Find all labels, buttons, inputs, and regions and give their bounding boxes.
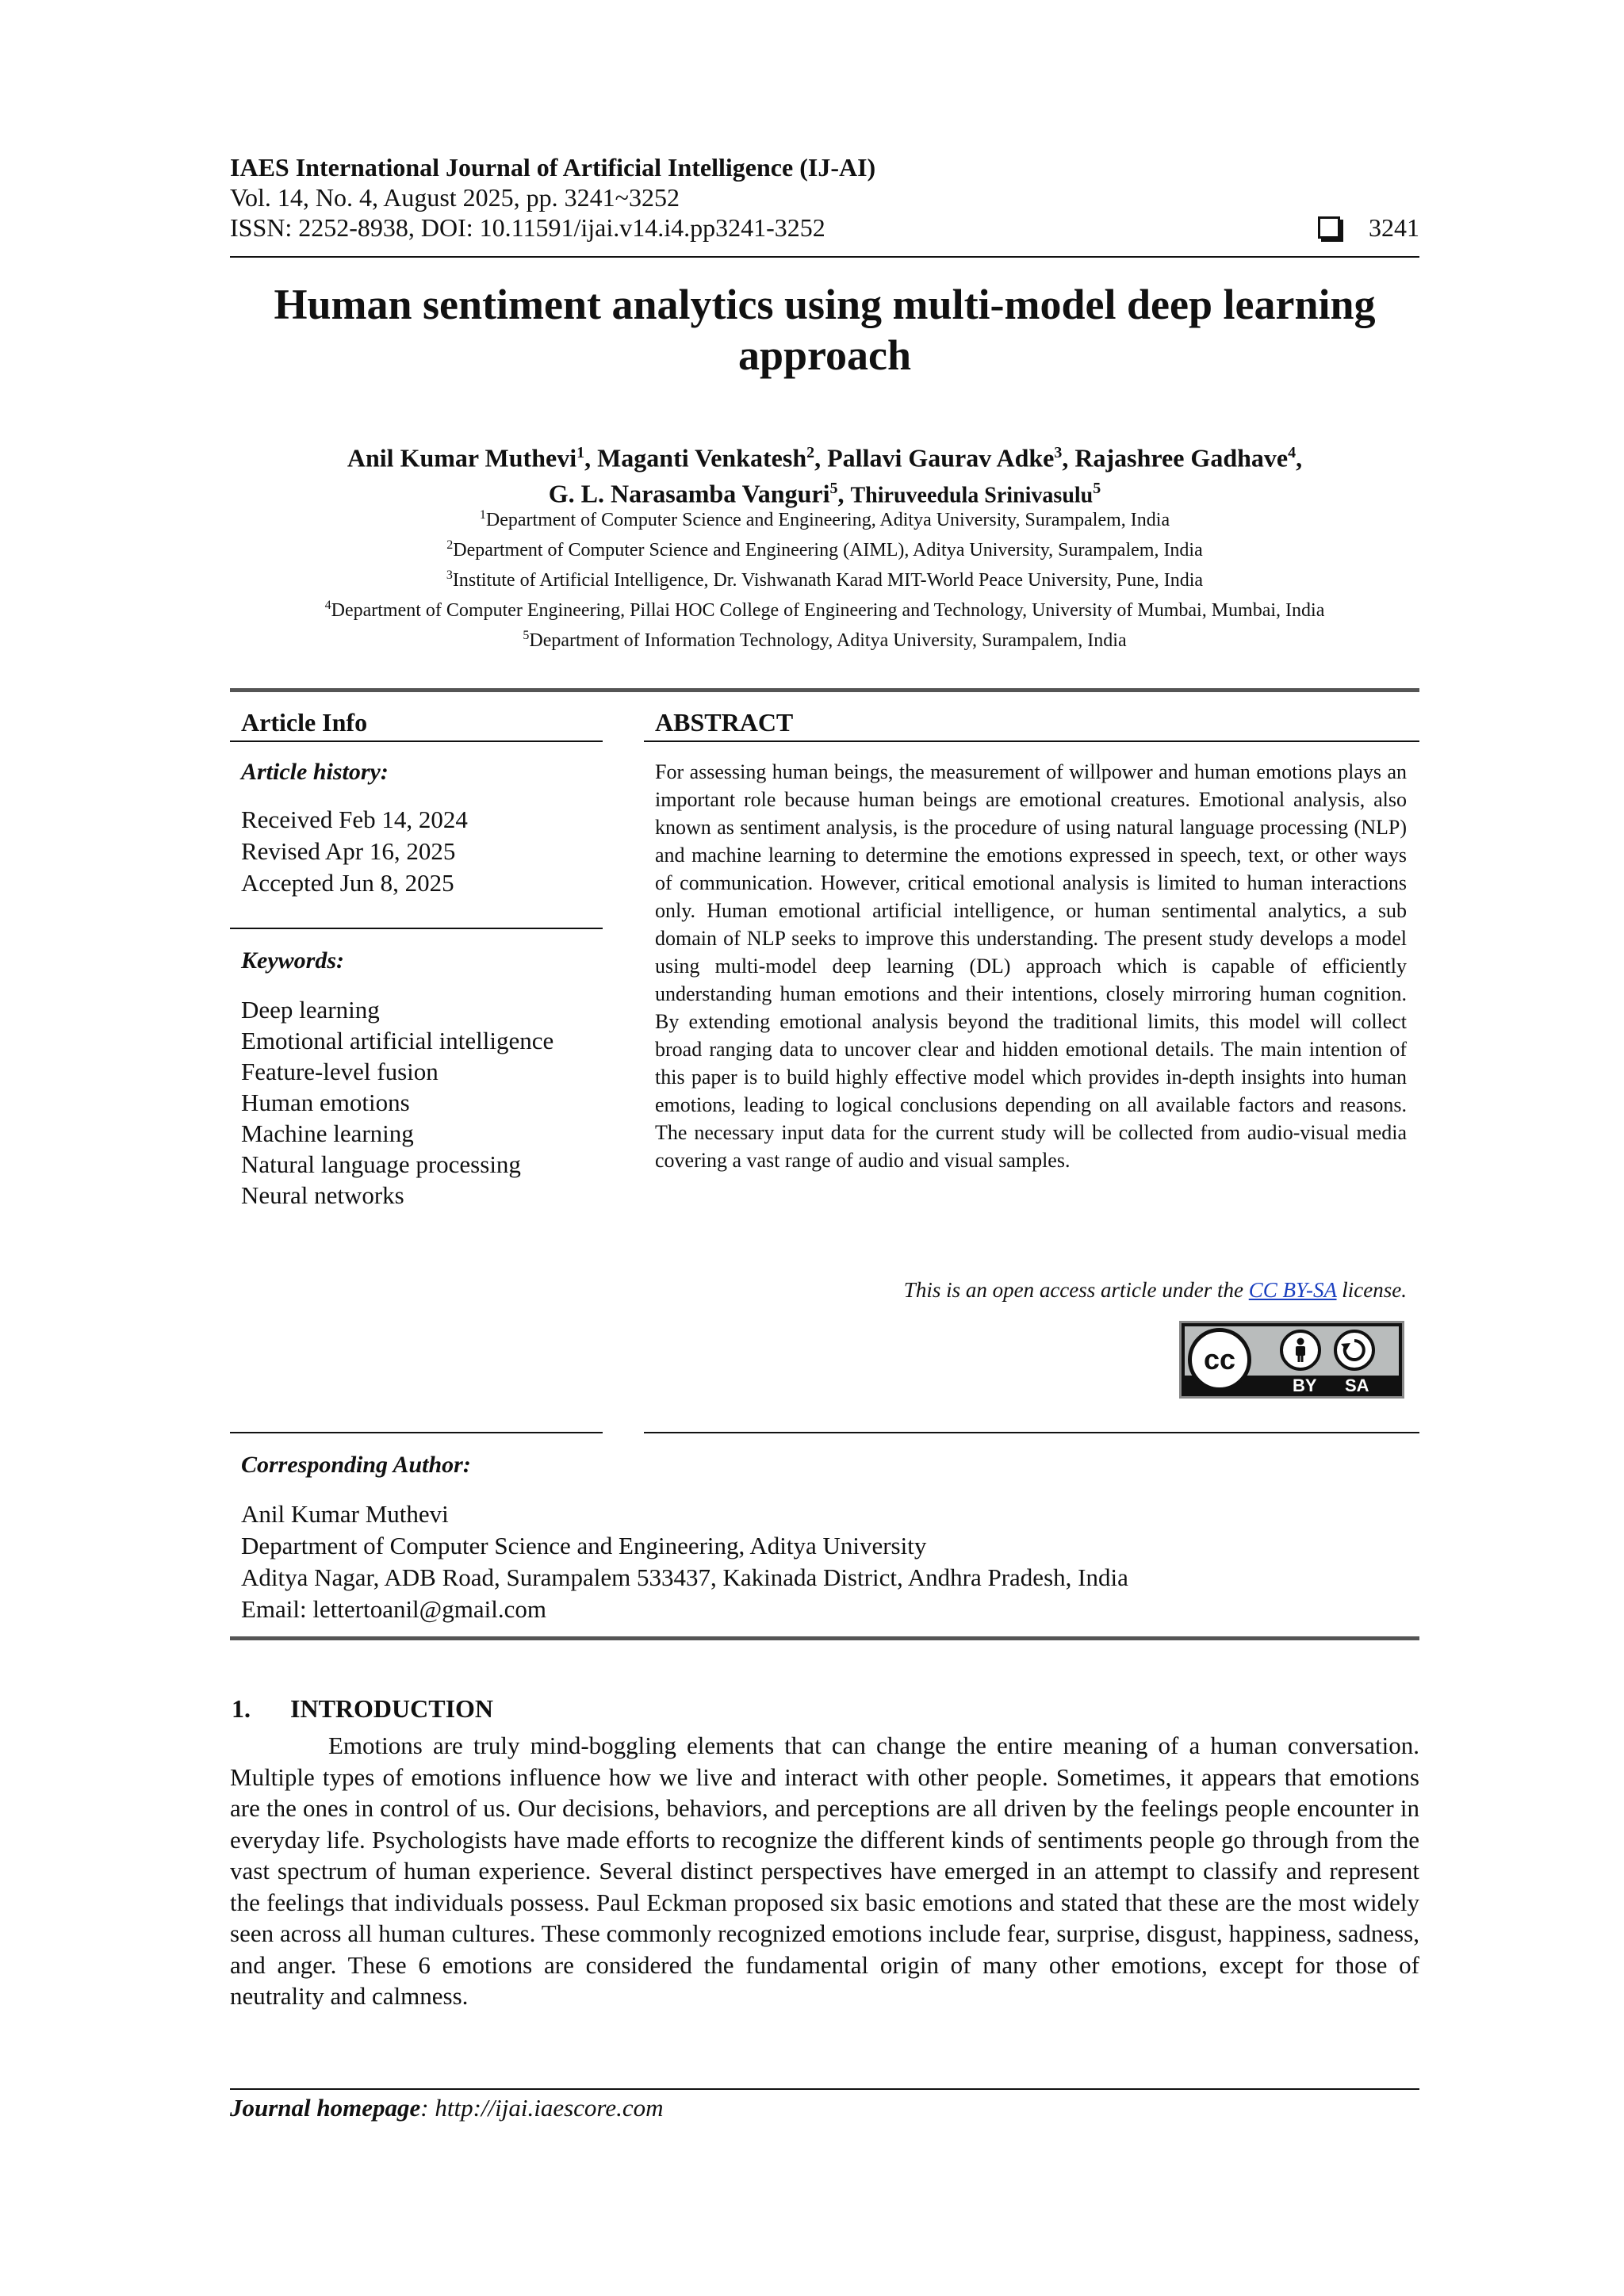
keyword: Emotional artificial intelligence	[241, 1027, 554, 1054]
journal-header	[230, 152, 1419, 243]
journal-homepage	[230, 2093, 663, 2123]
license-prefix: This is an open access article under the	[903, 1278, 1249, 1302]
affiliation-text: Department of Information Technology, Aditya University, Surampalem, India	[529, 630, 1127, 651]
intro-heading-number: 1.	[232, 1694, 251, 1723]
accepted-date: Accepted Jun 8, 2025	[241, 869, 454, 897]
author-sup: 4	[1288, 444, 1297, 461]
revised-date: Revised Apr 16, 2025	[241, 837, 456, 865]
square-bullet-icon	[1318, 216, 1340, 239]
author-sup: 5	[829, 479, 838, 497]
intro-paragraph	[230, 1730, 1419, 2012]
author-name: Anil Kumar Muthevi	[347, 443, 577, 473]
corresponding-author-dept: Department of Computer Science and Engineering, Aditya University	[241, 1532, 927, 1559]
affiliation	[230, 563, 1419, 593]
keyword: Feature-level fusion	[241, 1058, 439, 1085]
corresponding-author-name: Anil Kumar Muthevi	[241, 1500, 449, 1528]
journal-homepage-url[interactable]: : http://ijai.iaescore.com	[420, 2094, 664, 2122]
author-sup: 1	[576, 444, 585, 461]
page-number: 3241	[1369, 212, 1419, 242]
info-box-bottom-rule	[230, 1636, 1419, 1640]
article-info-rule	[230, 740, 603, 742]
abstract-rule	[644, 740, 1419, 742]
corresponding-author-address: Aditya Nagar, ADB Road, Surampalem 533437, Kakinada District, Andhra Pradesh, India	[241, 1563, 1128, 1591]
badge-by-label: BY	[1293, 1376, 1317, 1395]
affiliation-text: Department of Computer Science and Engineering (AIML), Aditya University, Surampalem, India	[453, 540, 1203, 561]
author-line-2: G. L. Narasamba Vanguri$^5$, Thiruveedula Srinivasulu$^5$	[548, 479, 1101, 508]
journal-homepage-label: Journal homepage	[230, 2094, 421, 2122]
keyword: Human emotions	[241, 1089, 410, 1116]
paper-title: Human sentiment analytics using multi-model deep learning approach	[274, 281, 1376, 379]
affiliation-sup: 5	[523, 629, 530, 642]
header-rule	[230, 256, 1419, 258]
corresponding-author-heading: Corresponding Author:	[241, 1452, 471, 1478]
author-name: Maganti Venkatesh	[597, 443, 807, 473]
affiliation	[230, 533, 1419, 563]
author-list	[230, 438, 1419, 511]
license-note	[655, 1276, 1407, 1303]
author-name: Thiruveedula Srinivasulu	[850, 483, 1094, 508]
creative-commons-icon: cc	[1188, 1328, 1251, 1391]
affiliation-sup: 2	[446, 538, 454, 552]
affiliation-sup: 1	[479, 508, 486, 522]
affiliation	[230, 623, 1419, 653]
share-alike-icon	[1334, 1330, 1375, 1371]
author-name: Rajashree Gadhave	[1074, 443, 1289, 473]
received-date: Received Feb 14, 2024	[241, 806, 468, 833]
journal-volume: Vol. 14, No. 4, August 2025, pp. 3241~3252	[230, 183, 680, 212]
abstract-text: For assessing human beings, the measurement of willpower and human emotions plays an important role because human beings are emotional creatures. Emotional analysis, also known as sentiment analysis, is the procedure of using natural language processing (NLP) and machine learning to determine the emotions expressed in speech, text, or other ways of communication. However, critical emotional analysis is limited to human interactions only. Human emotional artificial intelligence, or human sentimental analytics, a sub domain of NLP seeks to improve this understanding. The present study develops a model using multi-model deep learning (DL) approach which is capable of efficiently understanding human emotions and their intentions, closely mirroring human cognition. By extending emotional analysis beyond the traditional limits, this model will collect broad ranging data to uncover clear and hidden emotional details. The main intention of this paper is to build highly effective model which provides in-depth insights into human emotions, leading to logical conclusions depending on all available factors and reasons. The necessary input data for the current study will be collected from audio-visual media covering a vast range of audio and visual samples.	[655, 760, 1407, 1172]
author-name: G. L. Narasamba Vanguri	[548, 479, 830, 508]
affiliation-sup: 3	[446, 568, 453, 582]
keywords-heading: Keywords:	[241, 947, 344, 974]
page-number-block	[1318, 213, 1419, 243]
affiliation-text: Institute of Artificial Intelligence, Dr. Vishwanath Karad MIT-World Peace University, Pune, India	[452, 570, 1204, 591]
license-suffix: license.	[1336, 1278, 1407, 1302]
article-info-heading: Article Info	[241, 708, 368, 737]
article-history-heading: Article history:	[241, 759, 389, 785]
affiliation-sup: 4	[324, 599, 331, 612]
author-sup: 2	[806, 444, 815, 461]
article-info-bottom-rule	[230, 1432, 603, 1433]
footer-rule	[230, 2088, 1419, 2090]
author-sup: 5	[1093, 479, 1101, 497]
person-icon	[1280, 1330, 1321, 1371]
intro-paragraph-text: Emotions are truly mind-boggling elements that can change the entire meaning of a human conversation. Multiple types of emotions influence how we live and interact with other people. Sometimes, it appears that emotions are the ones in control of us. Our decisions, behaviors, and perceptions are all driven by the feelings people encounter in everyday life. Psychologists have made efforts to recognize the different kinds of sentiments people go through from the vast spectrum of human experience. Several distinct perspectives have emerged in an attempt to classify and represent the feelings that individuals possess. Paul Eckman proposed six basic emotions and stated that these are the most widely seen across all human cultures. These commonly recognized emotions include fear, surprise, disgust, happiness, sadness, and anger. These 6 emotions are considered the fundamental origin of many other emotions, except for those of neutrality and calmness.	[230, 1732, 1419, 2010]
journal-name: IAES International Journal of Artificial Intelligence (IJ-AI)	[230, 153, 876, 182]
cc-by-sa-badge[interactable]	[1179, 1321, 1404, 1399]
intro-heading: INTRODUCTION	[290, 1694, 494, 1723]
keyword: Neural networks	[241, 1181, 404, 1209]
cc-by-sa-link[interactable]: CC BY-SA	[1248, 1278, 1337, 1302]
author-sup: 3	[1054, 444, 1063, 461]
affiliation	[230, 593, 1419, 623]
keyword: Deep learning	[241, 996, 380, 1024]
abstract-heading: ABSTRACT	[655, 708, 794, 737]
affiliation	[230, 503, 1419, 533]
keyword: Natural language processing	[241, 1150, 521, 1178]
affiliation-list	[230, 503, 1419, 653]
badge-sa-label: SA	[1345, 1376, 1369, 1395]
affiliation-text: Department of Computer Engineering, Pillai HOC College of Engineering and Technology, University of Mumbai, Mumbai, India	[331, 600, 1325, 621]
info-box-top-rule	[230, 688, 1419, 692]
author-name: Pallavi Gaurav Adke	[827, 443, 1055, 473]
affiliation-text: Department of Computer Science and Engineering, Aditya University, Surampalem, India	[485, 510, 1170, 530]
history-rule	[230, 928, 603, 929]
keyword: Machine learning	[241, 1119, 414, 1147]
corresponding-author-email: Email: lettertoanil@gmail.com	[241, 1595, 546, 1623]
journal-issn-doi: ISSN: 2252-8938, DOI: 10.11591/ijai.v14.i4.pp3241-3252	[230, 213, 825, 242]
abstract-bottom-rule	[644, 1432, 1419, 1433]
author-line-1: Anil Kumar Muthevi$^1$, Maganti Venkatesh$^2$, Pallavi Gaurav Adke$^3$, Rajashree Gadhave$^4$,	[347, 443, 1303, 473]
